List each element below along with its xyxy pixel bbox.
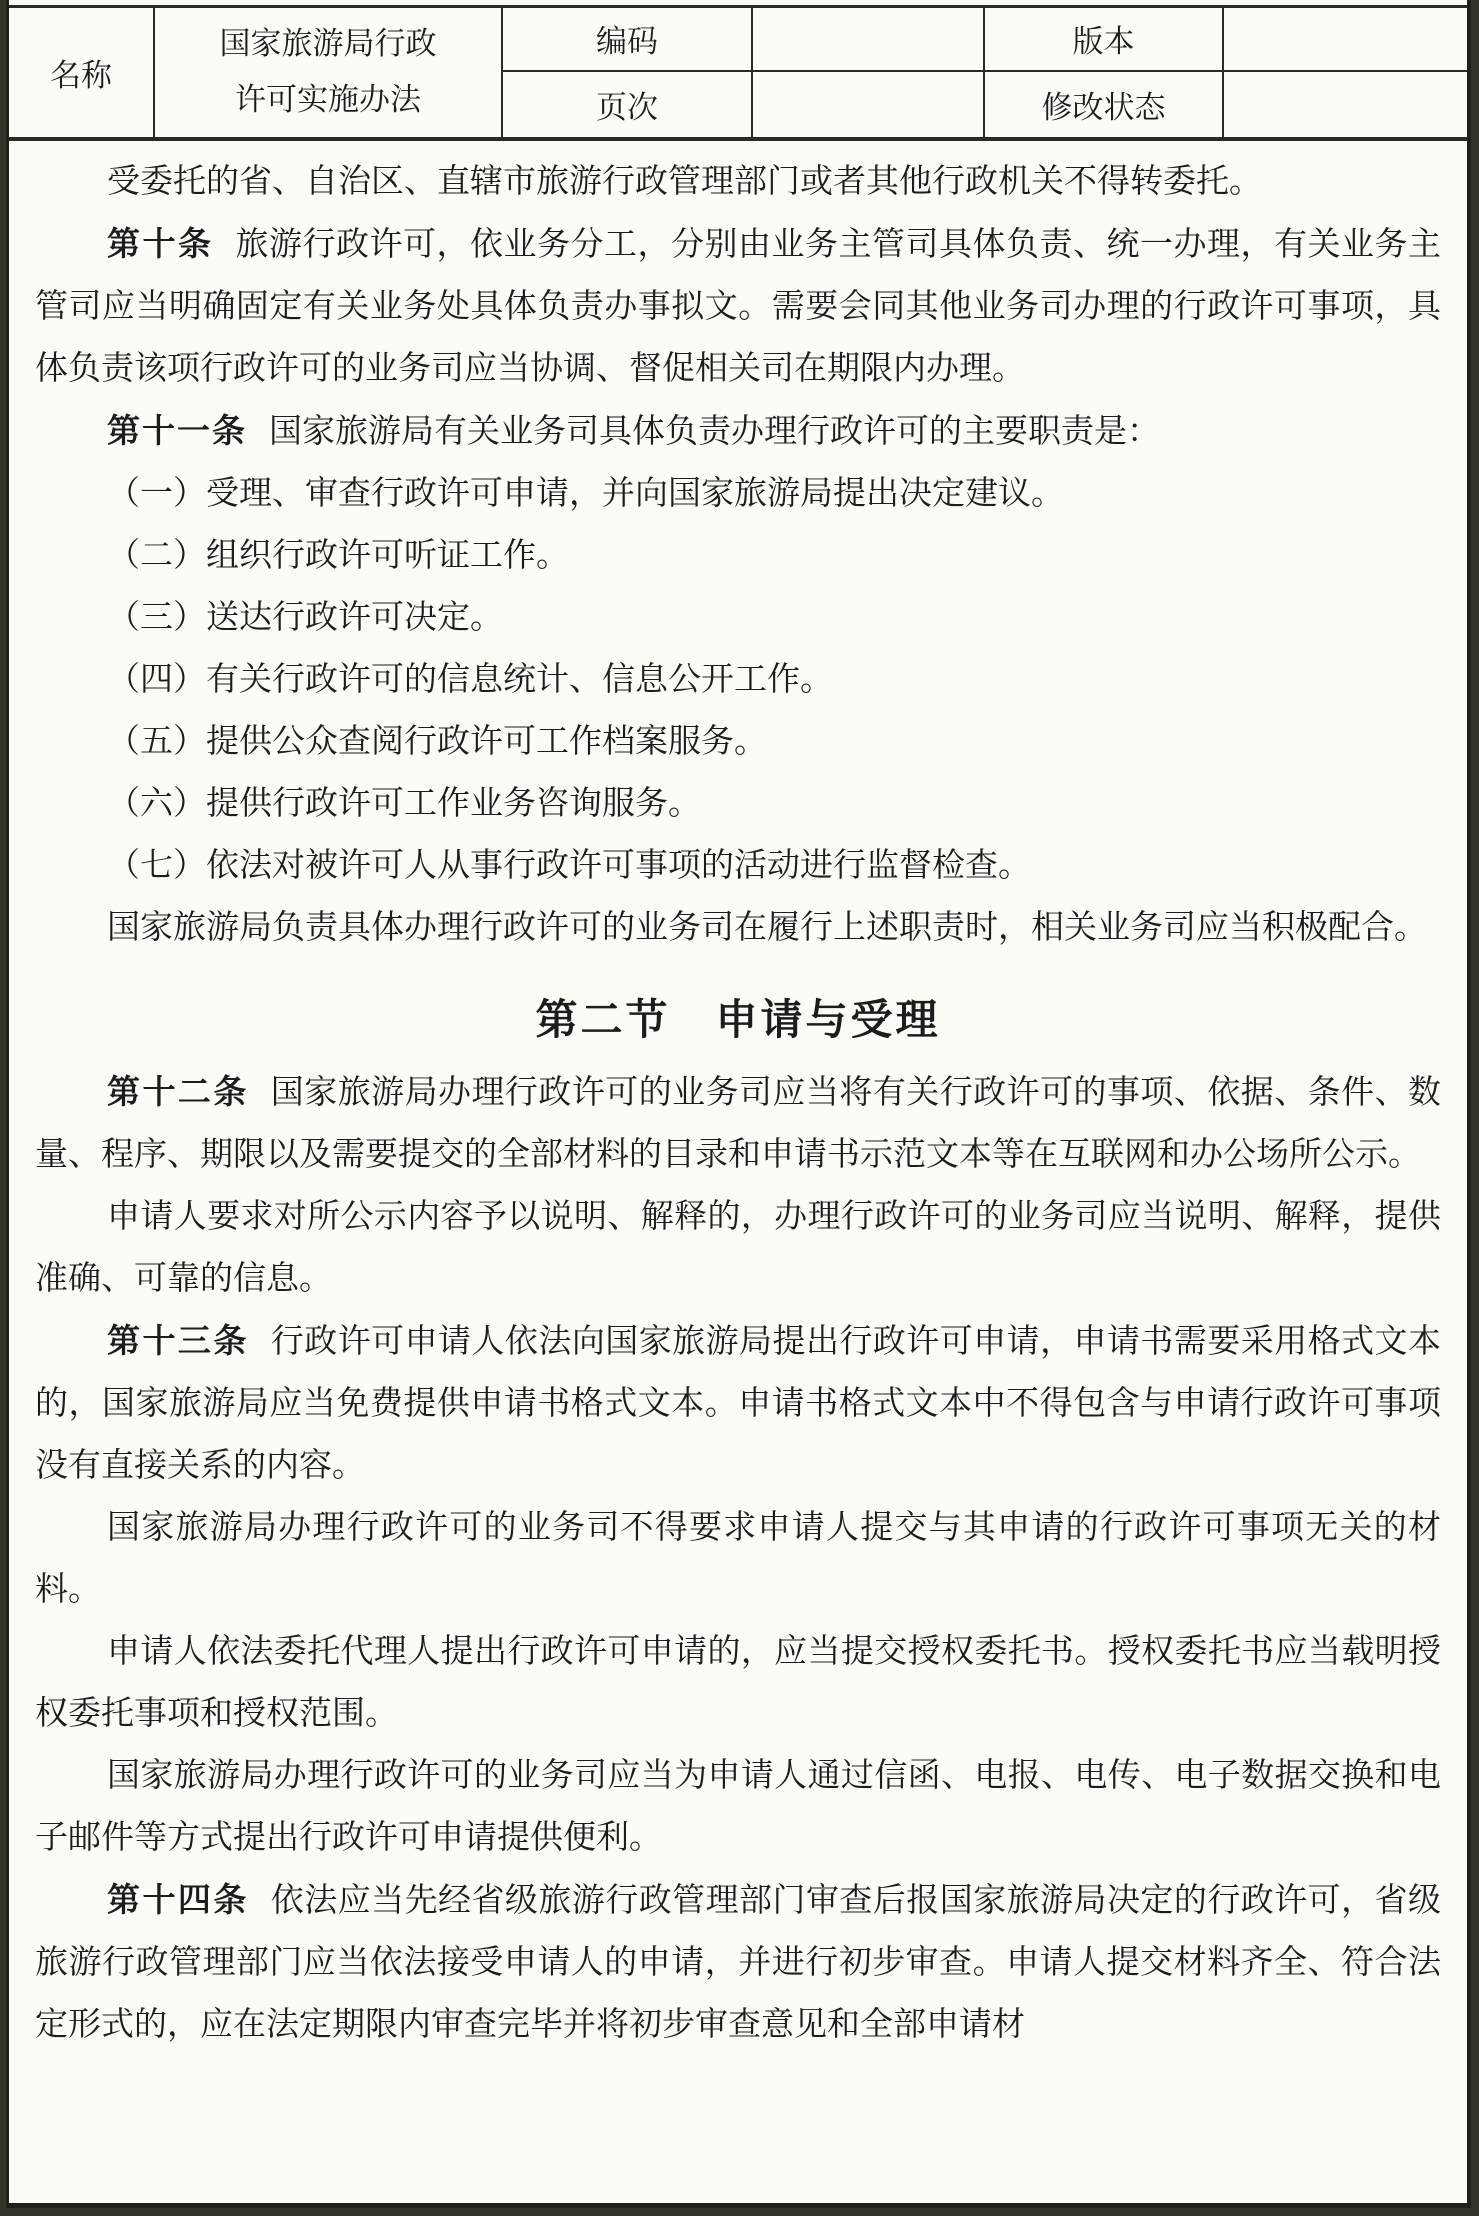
paragraph: 第十三条 行政许可申请人依法向国家旅游局提出行政许可申请，申请书需要采用格式文本的，国家旅游局应当免费提供申请书格式文本。申请书格式文本中不得包含与申请行政许可事项没有直接关系的内容。	[35, 1321, 1442, 1484]
article-number: 第十二条	[107, 1072, 249, 1110]
paragraph: 国家旅游局负责具体办理行政许可的业务司在履行上述职责时，相关业务司应当积极配合。	[107, 909, 1427, 946]
paragraph: 申请人依法委托代理人提出行政许可申请的，应当提交授权委托书。授权委托书应当载明授权委托事项和授权范围。	[35, 1633, 1441, 1732]
revision-value-cell	[1223, 71, 1467, 139]
article-number: 第十四条	[107, 1880, 249, 1918]
paragraph: （五）提供公众查阅行政许可工作档案服务。	[107, 723, 767, 760]
paragraph: 第十条 旅游行政许可，依业务分工，分别由业务主管司具体负责、统一办理，有关业务主管司应当明确固定有关业务处具体负责办事拟文。需要会同其他业务司办理的行政许可事项，具体负责该项行政许可的业务司应当协调、督促相关司在期限内办理。	[35, 224, 1441, 387]
paragraph: （二）组织行政许可听证工作。	[107, 537, 569, 574]
paragraph: 第十二条 国家旅游局办理行政许可的业务司应当将有关行政许可的事项、依据、条件、数量、程序、期限以及需要提交的全部材料的目录和申请书示范文本等在互联网和办公场所公示。	[35, 1072, 1442, 1173]
name-label: 名称	[50, 57, 112, 93]
paragraph: 国家旅游局办理行政许可的业务司应当为申请人通过信函、电报、电传、电子数据交换和电子邮件等方式提出行政许可申请提供便利。	[35, 1757, 1441, 1856]
document-page	[6, 0, 1471, 2208]
version-value-cell	[1223, 7, 1467, 71]
doc-title-line1: 国家旅游局行政	[219, 26, 437, 62]
paragraph: 第十一条 国家旅游局有关业务司具体负责办理行政许可的主要职责是：	[107, 411, 1160, 450]
page-label-cell	[502, 71, 752, 139]
document-body	[35, 151, 1441, 2056]
paragraph: （七）依法对被许可人从事行政许可事项的活动进行监督检查。	[107, 847, 1031, 884]
paragraph: 国家旅游局办理行政许可的业务司不得要求申请人提交与其申请的行政许可事项无关的材料。	[35, 1509, 1441, 1608]
name-label-cell	[9, 7, 154, 139]
page-label: 页次	[596, 89, 658, 125]
article-number: 第十一条	[107, 411, 247, 449]
document-header-table	[9, 5, 1467, 141]
paragraph: （一）受理、审查行政许可申请，并向国家旅游局提出决定建议。	[107, 475, 1064, 512]
paragraph: （四）有关行政许可的信息统计、信息公开工作。	[107, 661, 833, 698]
section-heading: 第二节 申请与受理	[535, 995, 941, 1043]
revision-label-cell	[984, 71, 1223, 139]
code-label: 编码	[596, 24, 658, 60]
paragraph: 第十四条 依法应当先经省级旅游行政管理部门审查后报国家旅游局决定的行政许可，省级旅游行政管理部门应当依法接受申请人的申请，并进行初步审查。申请人提交材料齐全、符合法定形式的，应在法定期限内审查完毕并将初步审查意见和全部申请材	[35, 1880, 1442, 2043]
doc-title-line2: 许可实施办法	[235, 82, 421, 118]
page-value-cell	[752, 71, 984, 139]
version-label: 版本	[1072, 24, 1135, 60]
doc-title-cell	[154, 7, 502, 139]
paragraph: 申请人要求对所公示内容予以说明、解释的，办理行政许可的业务司应当说明、解释，提供准确、可靠的信息。	[35, 1198, 1441, 1297]
paragraph: （六）提供行政许可工作业务咨询服务。	[107, 785, 701, 822]
revision-label: 修改状态	[1041, 89, 1166, 125]
article-number: 第十三条	[107, 1321, 249, 1359]
paragraph: （三）送达行政许可决定。	[107, 599, 503, 636]
code-label-cell	[502, 7, 752, 71]
code-value-cell	[752, 7, 984, 71]
version-label-cell	[984, 7, 1223, 71]
article-number: 第十条	[107, 224, 214, 262]
paragraph: 受委托的省、自治区、直辖市旅游行政管理部门或者其他行政机关不得转委托。	[107, 163, 1262, 200]
